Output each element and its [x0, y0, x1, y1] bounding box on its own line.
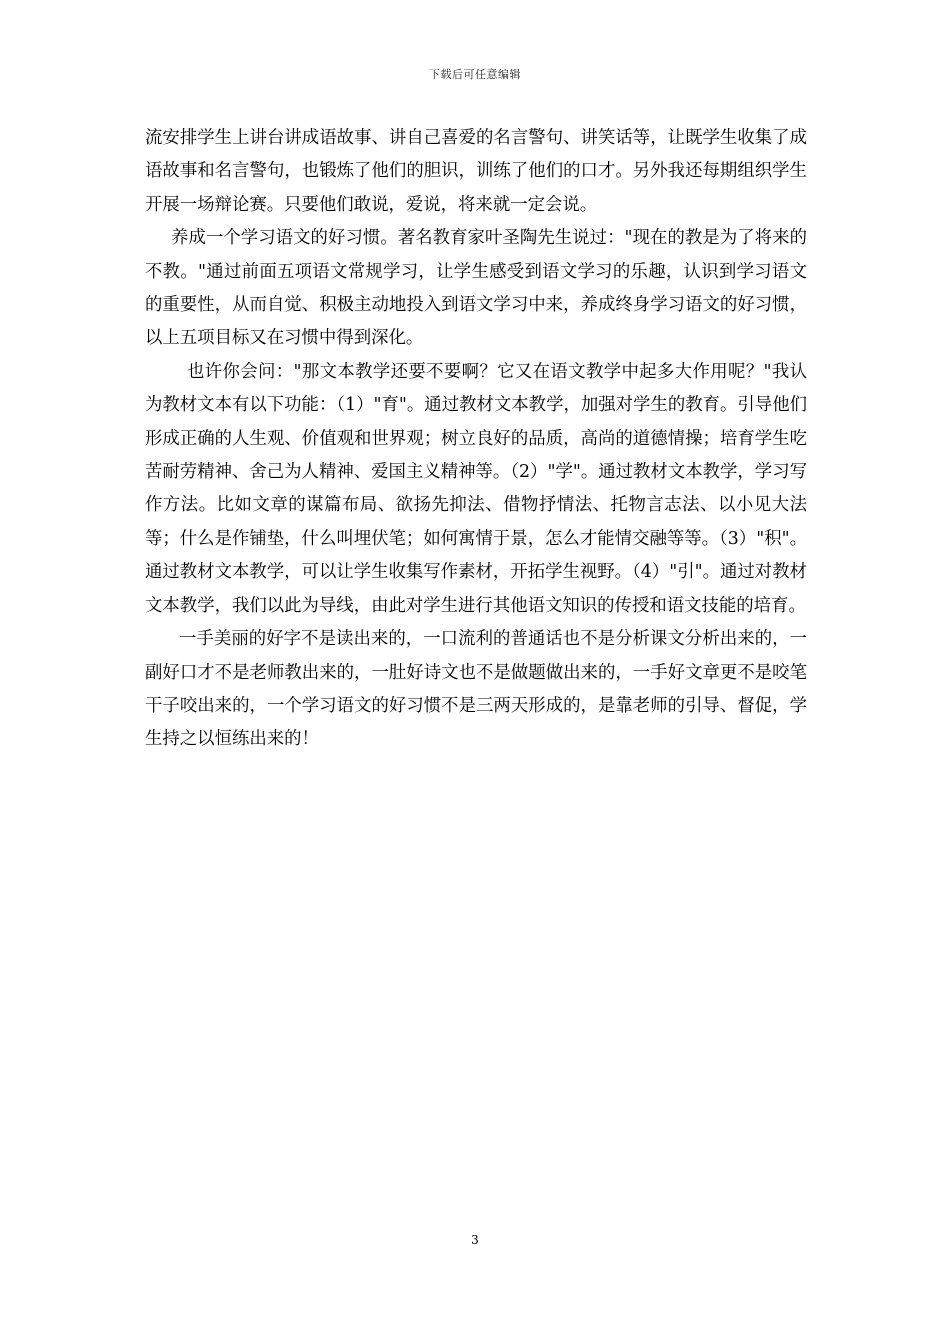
- page-number: 3: [471, 1233, 479, 1247]
- paragraph-3: 也许你会问："那文本教学还要不要啊？它又在语文教学中起多大作用呢？"我认为教材文本有以下功能：（1）"育"。通过教材文本教学，加强对学生的教育。引导他们形成正确的人生观、价值观和世界观；树立良好的品质，高尚的道德情操；培育学生吃苦耐劳精神、舍己为人精神、爱国主义精神等。（2）"学"。通过教材文本教学，学习写作方法。比如文章的谋篇布局、欲扬先抑法、借物抒情法、托物言志法、以小见大法等；什么是作铺垫，什么叫埋伏笔；如何寓情于景，怎么才能情交融等等。（3）"积"。通过教材文本教学，可以让学生收集写作素材，开拓学生视野。（4）"引"。通过对教材文本教学，我们以此为导线，由此对学生进行其他语文知识的传授和语文技能的培育。: [145, 361, 807, 616]
- paragraph-4: 一手美丽的好字不是读出来的，一口流利的普通话也不是分析课文分析出来的，一副好口才不是老师教出来的，一肚好诗文也不是做题做出来的，一手好文章更不是咬笔干子咬出来的，一个学习语文的好习惯不是三两天形成的，是靠老师的引导、督促，学生持之以恒练出来的！: [145, 629, 807, 750]
- page-header: 下载后可任意编辑: [429, 68, 521, 81]
- document-body: [145, 122, 807, 757]
- paragraph-1: 流安排学生上讲台讲成语故事、讲自己喜爱的名言警句、讲笑话等，让既学生收集了成语故事和名言警句，也锻炼了他们的胆识，训练了他们的口才。另外我还每期组织学生开展一场辩论赛。只要他们敢说，爱说，将来就一定会说。: [145, 128, 807, 215]
- paragraph-2: 养成一个学习语文的好习惯。著名教育家叶圣陶先生说过："现在的教是为了将来的不教。"通过前面五项语文常规学习，让学生感受到语文学习的乐趣，认识到学习语文的重要性，从而自觉、积极主动地投入到语文学习中来，养成终身学习语文的好习惯，以上五项目标又在习惯中得到深化。: [145, 228, 807, 349]
